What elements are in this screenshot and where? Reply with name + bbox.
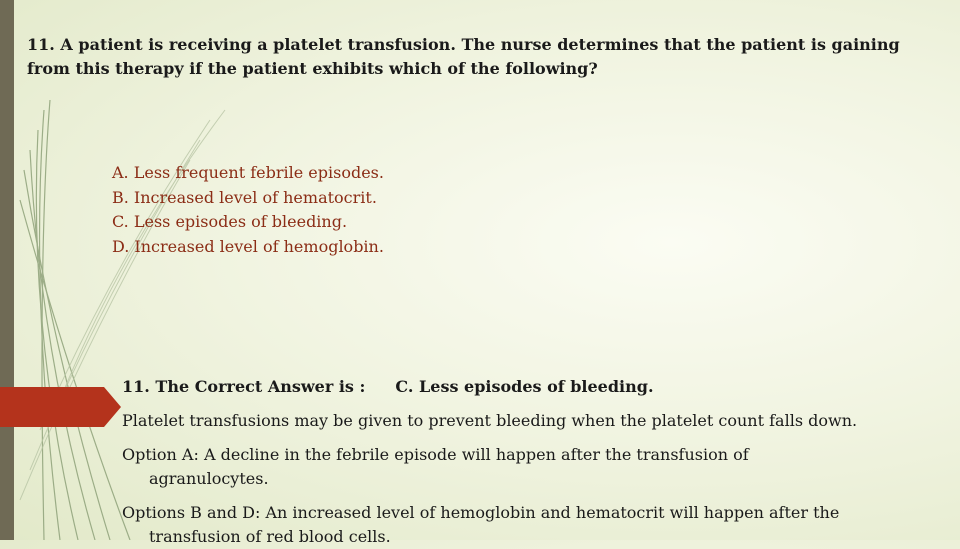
explanation-paragraph-2 [122,443,942,491]
option-d: D. Increased level of hemoglobin. [112,236,384,256]
correct-answer-line [122,375,942,399]
correct-answer-value: C. Less episodes of bleeding. [395,377,654,396]
answer-options [112,161,384,259]
option-c: C. Less episodes of bleeding. [112,212,348,231]
answer-block [122,375,942,549]
explanation-paragraph-3-line-2: transfusion of red blood cells. [149,527,391,546]
explanation-paragraph-2-line-2: agranulocytes. [149,469,269,488]
explanation-paragraph-3 [122,501,942,549]
option-a: A. Less frequent febrile episodes. [112,163,384,182]
option-b: B. Increased level of hematocrit. [112,187,377,207]
explanation-paragraph-2-line-1: Option A: A decline in the febrile episode will happen after the transfusion of [122,445,749,464]
correct-answer-label: 11. The Correct Answer is : [122,377,366,396]
answer-arrow-marker [0,387,122,431]
question-line-2: from this therapy if the patient exhibits which of the following? [27,59,598,78]
question-text [27,33,927,81]
explanation-paragraph-1: Platelet transfusions may be given to prevent bleeding when the platelet count falls down. [122,411,858,430]
explanation-paragraph-3-line-1: Options B and D: An increased level of hemoglobin and hematocrit will happen after the [122,503,840,522]
question-line-1: 11. A patient is receiving a platelet transfusion. The nurse determines that the patient is gaining [27,35,900,54]
